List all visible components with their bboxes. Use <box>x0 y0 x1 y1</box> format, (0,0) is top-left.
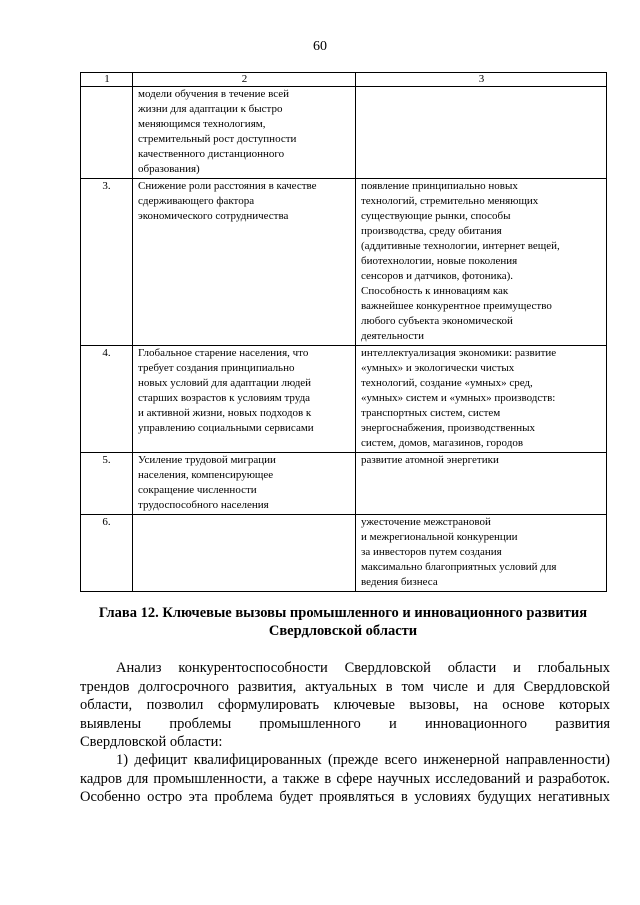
row-number <box>81 87 133 179</box>
factor-cell <box>356 453 607 515</box>
factor-text: интеллектуализация экономики: развитие «умных» и экологически чистых технологий, создание «умных» сред, «умных» систем и «умных» производств: транспортных систем, систем энергоснабжения, производственных систем, домов, магазинов, городов <box>361 347 557 449</box>
paragraph-line: выявлены проблемы промышленного и инновационного развития <box>80 715 610 732</box>
factor-text: развитие атомной энергетики <box>361 454 499 466</box>
paragraph-line: трендов долгосрочного развития, актуальных в том числе и для Свердловской <box>80 678 610 695</box>
challenge-text: Усиление трудовой миграции населения, компенсирующее сокращение численности трудоспособного населения <box>138 454 276 511</box>
factor-cell <box>356 87 607 179</box>
challenge-cell <box>133 87 356 179</box>
table-row <box>81 453 607 515</box>
paragraph-line: Анализ конкурентоспособности Свердловской области и глобальных <box>116 660 610 676</box>
row-number: 5. <box>81 453 133 515</box>
paragraph-line: Особенно остро эта проблема будет проявляться в условиях будущих негативных <box>80 789 610 805</box>
paragraph-line: 1) дефицит квалифицированных (прежде всего инженерной направленности) <box>116 752 610 768</box>
factor-cell <box>356 515 607 592</box>
table-header-row <box>81 73 607 87</box>
factor-text: появление принципиально новых технологий, стремительно меняющих существующие рынки, способы производства, среду обитания (аддитивные технологии, интернет вещей, биотехнологии, новые поколения сенсоров и датчиков, фотоника). Способность к инновациям как важнейшее конкурентное преимущество любого субъекта экономической деятельности <box>361 180 560 342</box>
challenge-text: Глобальное старение населения, что требует создания принципиально новых условий для адаптации людей старших возрастов к условиям труда и активной жизни, новых подходов к управлению социальными сервисами <box>138 347 314 434</box>
row-number: 6. <box>81 515 133 592</box>
column-header-2: 2 <box>133 73 356 87</box>
paragraph-line: кадров для промышленности, а также в сфере научных исследований и разработок. <box>80 770 610 787</box>
page-number: 60 <box>313 39 327 54</box>
table-row <box>81 346 607 453</box>
paragraph-line: области, позволил сформулировать ключевые вызовы, на основе которых <box>80 697 610 713</box>
paragraph-line: Свердловской области: <box>80 734 223 750</box>
row-number: 4. <box>81 346 133 453</box>
challenge-cell <box>133 453 356 515</box>
analysis-paragraph <box>80 659 610 752</box>
challenges-table <box>80 72 607 592</box>
challenge-cell <box>133 346 356 453</box>
challenge-cell <box>133 179 356 346</box>
row-number: 3. <box>81 179 133 346</box>
column-header-3: 3 <box>356 73 607 87</box>
column-header-1: 1 <box>81 73 133 87</box>
challenge-cell <box>133 515 356 592</box>
problem-list-item-1 <box>80 751 610 807</box>
factor-cell <box>356 179 607 346</box>
factor-cell <box>356 346 607 453</box>
table-row <box>81 87 607 179</box>
challenge-text: Снижение роли расстояния в качестве сдерживающего фактора экономического сотрудничества <box>138 180 317 222</box>
table-row <box>81 515 607 592</box>
challenge-text: модели обучения в течение всей жизни для адаптации к быстро меняющимся технологиям, стремительный рост доступности качественного дистанционного образования) <box>138 88 297 175</box>
table-row <box>81 179 607 346</box>
chapter-title: Глава 12. Ключевые вызовы промышленного и инновационного развития Свердловской области <box>98 605 588 639</box>
factor-text: ужесточение межстрановой и межрегиональной конкуренции за инвесторов путем создания максимально благоприятных условий для ведения бизнеса <box>361 516 557 588</box>
